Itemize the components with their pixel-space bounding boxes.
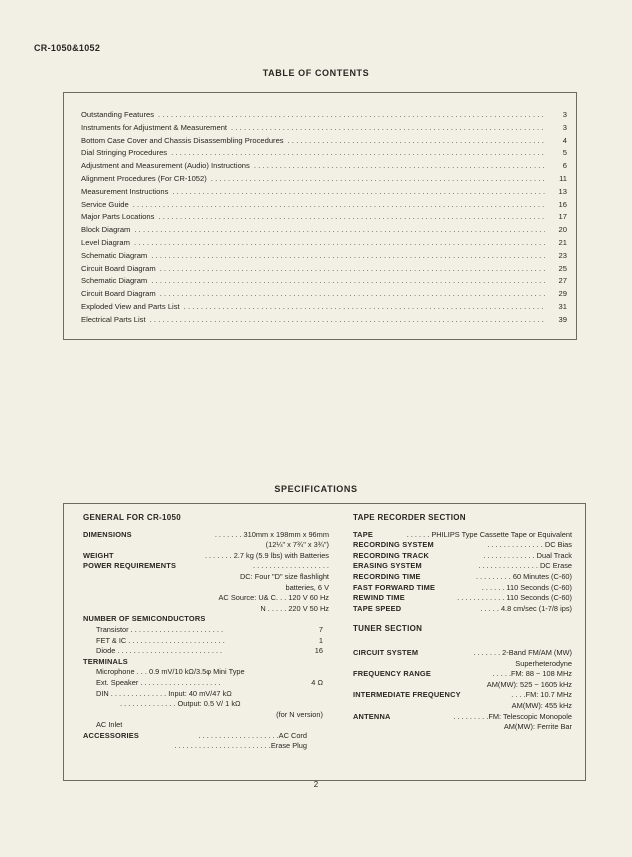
toc-entry bbox=[81, 160, 567, 173]
tape-spec-row bbox=[353, 572, 572, 583]
toc-entry-page: 31 bbox=[558, 301, 567, 311]
toc-leader-dots bbox=[288, 135, 545, 148]
toc-entry bbox=[81, 301, 567, 314]
ext-speaker-row bbox=[83, 678, 329, 689]
toc-entry-page: 21 bbox=[558, 237, 567, 247]
model-number: CR-1050&1052 bbox=[34, 43, 101, 53]
toc-entry-page: 5 bbox=[562, 148, 567, 158]
toc-leader-dots bbox=[151, 250, 545, 263]
toc-entry bbox=[81, 314, 567, 327]
toc-entry bbox=[81, 109, 567, 122]
power-ac-row bbox=[83, 593, 329, 604]
tape-tuner-specs bbox=[353, 513, 572, 733]
din-row bbox=[83, 689, 329, 700]
toc-entry-page: 25 bbox=[558, 263, 567, 273]
toc-entry bbox=[81, 122, 567, 135]
transistor-row bbox=[83, 625, 329, 636]
toc-entry-label: Schematic Diagram bbox=[81, 276, 148, 286]
toc-entry-label: Service Guide bbox=[81, 199, 129, 209]
accessories-value: . . . . . . . . . . . . . . . . . . . .AC Cord bbox=[198, 730, 307, 740]
toc-entry-label: Electrical Parts List bbox=[81, 314, 146, 324]
toc-entry bbox=[81, 135, 567, 148]
transistor-value: 7 bbox=[318, 624, 323, 634]
general-specs bbox=[83, 513, 329, 752]
toc-entry-label: Circuit Board Diagram bbox=[81, 263, 156, 273]
tape-spec-row bbox=[353, 583, 572, 594]
tape-spec-row bbox=[353, 593, 572, 604]
din-row-2 bbox=[83, 699, 329, 710]
tape-spec-value: . . . . . . . . . . . . 110 Seconds (C-60) bbox=[457, 593, 572, 603]
power-dc-row bbox=[83, 572, 329, 583]
toc-leader-dots bbox=[160, 288, 545, 301]
fet-row bbox=[83, 636, 329, 647]
dimensions-row-2 bbox=[83, 540, 329, 551]
power-dc-value: DC: Four "D" size flashlight bbox=[239, 571, 329, 581]
toc-entry bbox=[81, 224, 567, 237]
toc-entry-page: 20 bbox=[558, 225, 567, 235]
toc-entry-label: Measurement Instructions bbox=[81, 186, 169, 196]
toc-entry bbox=[81, 211, 567, 224]
microphone-value: Microphone . . . 0.9 mV/10 kΩ/3.5φ Mini Type bbox=[96, 667, 245, 677]
power-ac-row-2 bbox=[83, 604, 329, 615]
toc-entry-page: 3 bbox=[562, 122, 567, 132]
tape-spec-value: . . . . . . . . . . . . . Dual Track bbox=[483, 550, 572, 560]
if-row bbox=[353, 690, 572, 701]
tape-spec-label: TAPE bbox=[353, 529, 373, 539]
dimensions-label: DIMENSIONS bbox=[83, 529, 132, 539]
transistor-label: Transistor . . . . . . . . . . . . . . . . . . . . . . . bbox=[96, 624, 224, 634]
weight-row bbox=[83, 551, 329, 562]
frequency-range-label: FREQUENCY RANGE bbox=[353, 669, 432, 679]
tape-spec-row bbox=[353, 530, 572, 541]
tape-spec-value: . . . . . . . . . . . . . . . DC Erase bbox=[478, 561, 572, 571]
toc-entry bbox=[81, 199, 567, 212]
power-dc-value-2: batteries, 6 V bbox=[285, 582, 329, 592]
toc-entry bbox=[81, 288, 567, 301]
frequency-range-fm: . . . . .FM: 88 ~ 108 MHz bbox=[492, 669, 572, 679]
tape-spec-row bbox=[353, 561, 572, 572]
specifications-box bbox=[63, 503, 586, 781]
if-label: INTERMEDIATE FREQUENCY bbox=[353, 690, 461, 700]
fet-value: 1 bbox=[318, 635, 323, 645]
toc-leader-dots bbox=[171, 147, 545, 160]
circuit-system-value: . . . . . . . 2-Band FM/AM (MW) bbox=[473, 647, 572, 657]
page-number: 2 bbox=[313, 780, 319, 789]
toc-leader-dots bbox=[150, 314, 545, 327]
antenna-label: ANTENNA bbox=[353, 711, 391, 721]
toc-entry bbox=[81, 250, 567, 263]
toc-leader-dots bbox=[160, 263, 545, 276]
weight-value: . . . . . . . 2.7 kg (5.9 lbs) with Batteries bbox=[204, 550, 329, 560]
antenna-fm: . . . . . . . . .FM: Telescopic Monopole bbox=[453, 711, 572, 721]
tape-spec-value: . . . . . . 110 Seconds (C-60) bbox=[481, 582, 572, 592]
dimensions-value: . . . . . . . 310mm x 198mm x 96mm bbox=[214, 529, 329, 539]
toc-leader-dots bbox=[211, 173, 545, 186]
toc-entry-page: 4 bbox=[562, 135, 567, 145]
tape-spec-row bbox=[353, 551, 572, 562]
frequency-range-am: AM(MW): 525 ~ 1605 kHz bbox=[486, 679, 572, 689]
toc-entry-label: Circuit Board Diagram bbox=[81, 289, 156, 299]
tape-spec-label: REWIND TIME bbox=[353, 593, 405, 603]
toc-entry bbox=[81, 186, 567, 199]
toc-entry-page: 23 bbox=[558, 250, 567, 260]
tape-spec-label: RECORDING TRACK bbox=[353, 550, 430, 560]
toc-title: TABLE OF CONTENTS bbox=[262, 68, 370, 78]
toc-leader-dots bbox=[134, 237, 545, 250]
din-output: . . . . . . . . . . . . . . Output: 0.5 V/ 1 kΩ bbox=[120, 699, 241, 709]
toc-entry-label: Alignment Procedures (For CR-1052) bbox=[81, 173, 207, 183]
toc-leader-dots bbox=[134, 224, 545, 237]
toc-entry-page: 27 bbox=[558, 276, 567, 286]
circuit-system-value-2: Superheterodyne bbox=[515, 658, 572, 668]
toc-entry-label: Major Parts Locations bbox=[81, 212, 155, 222]
toc-list bbox=[81, 109, 567, 327]
tape-spec-row bbox=[353, 604, 572, 615]
tape-spec-value: . . . . . . . . . 60 Minutes (C-60) bbox=[475, 571, 572, 581]
antenna-row bbox=[353, 712, 572, 723]
ac-inlet-label: AC Inlet bbox=[96, 720, 123, 730]
tape-spec-label: RECORDING TIME bbox=[353, 571, 421, 581]
tape-spec-label: TAPE SPEED bbox=[353, 603, 402, 613]
specifications-title: SPECIFICATIONS bbox=[274, 484, 358, 494]
toc-entry-label: Level Diagram bbox=[81, 237, 130, 247]
tape-spec-label: FAST FORWARD TIME bbox=[353, 582, 436, 592]
toc-entry-label: Schematic Diagram bbox=[81, 250, 148, 260]
power-ac-value: AC Source: U& C. . . 120 V 60 Hz bbox=[218, 593, 329, 603]
accessories-value-2: . . . . . . . . . . . . . . . . . . . . . . . .Erase Plug bbox=[174, 741, 307, 751]
accessories-row-2 bbox=[83, 741, 329, 752]
tape-spec-value: . . . . . 4.8 cm/sec (1-7/8 ips) bbox=[480, 603, 572, 613]
din-input: DIN . . . . . . . . . . . . . . Input: 40 mV/47 kΩ bbox=[96, 688, 232, 698]
toc-entry-label: Outstanding Features bbox=[81, 110, 155, 119]
fet-label: FET & IC . . . . . . . . . . . . . . . . . . . . . . . . bbox=[96, 635, 225, 645]
semiconductors-row bbox=[83, 614, 329, 625]
toc-entry bbox=[81, 147, 567, 160]
antenna-row-2 bbox=[353, 722, 572, 733]
terminals-row bbox=[83, 657, 329, 668]
toc-entry bbox=[81, 263, 567, 276]
toc-box bbox=[63, 92, 577, 340]
toc-entry-label: Dial Stringing Procedures bbox=[81, 148, 168, 158]
tape-spec-value: . . . . . . PHILIPS Type Cassette Tape or Equivalent bbox=[406, 529, 572, 539]
toc-entry-page: 6 bbox=[562, 161, 567, 171]
accessories-row bbox=[83, 731, 329, 742]
frequency-range-row bbox=[353, 669, 572, 680]
toc-entry bbox=[81, 173, 567, 186]
circuit-system-row bbox=[353, 648, 572, 659]
power-row bbox=[83, 561, 329, 572]
toc-leader-dots bbox=[231, 122, 545, 135]
toc-entry bbox=[81, 275, 567, 288]
general-heading: GENERAL FOR CR-1050 bbox=[83, 513, 182, 522]
tuner-heading: TUNER SECTION bbox=[353, 624, 423, 634]
tape-heading: TAPE RECORDER SECTION bbox=[353, 513, 466, 522]
toc-entry-page: 16 bbox=[558, 199, 567, 209]
toc-leader-dots bbox=[133, 199, 545, 212]
terminals-label: TERMINALS bbox=[83, 656, 128, 666]
din-row-3 bbox=[83, 710, 329, 721]
circuit-system-label: CIRCUIT SYSTEM bbox=[353, 647, 419, 657]
if-row-2 bbox=[353, 701, 572, 712]
toc-entry-label: Block Diagram bbox=[81, 225, 131, 235]
tape-spec-value: . . . . . . . . . . . . . . DC Bias bbox=[487, 540, 572, 550]
diode-label: Diode . . . . . . . . . . . . . . . . . . . . . . . . . . bbox=[96, 646, 223, 656]
toc-leader-dots bbox=[158, 109, 545, 122]
dimensions-row bbox=[83, 530, 329, 541]
toc-entry-label: Instruments for Adjustment & Measurement bbox=[81, 122, 228, 132]
dimensions-inches: (12¼" x 7¾" x 3¾") bbox=[265, 540, 329, 550]
toc-leader-dots bbox=[184, 301, 545, 314]
tape-rows bbox=[353, 530, 572, 615]
power-label: POWER REQUIREMENTS bbox=[83, 561, 177, 571]
if-fm: . . . .FM: 10.7 MHz bbox=[511, 690, 572, 700]
toc-entry-label: Exploded View and Parts List bbox=[81, 301, 180, 311]
toc-entry-label: Adjustment and Measurement (Audio) Instructions bbox=[81, 161, 250, 171]
toc-leader-dots bbox=[158, 211, 545, 224]
if-am: AM(MW): 455 kHz bbox=[511, 700, 572, 710]
toc-entry-page: 3 bbox=[562, 110, 567, 119]
toc-entry bbox=[81, 237, 567, 250]
toc-entry-page: 29 bbox=[558, 289, 567, 299]
circuit-system-row-2 bbox=[353, 659, 572, 670]
tape-spec-label: ERASING SYSTEM bbox=[353, 561, 422, 571]
tape-spec-row bbox=[353, 540, 572, 551]
diode-value: 16 bbox=[314, 646, 323, 656]
din-version-note: (for N version) bbox=[276, 709, 323, 719]
toc-entry-page: 11 bbox=[559, 173, 567, 183]
toc-entry-label: Bottom Case Cover and Chassis Disassembling Procedures bbox=[81, 135, 284, 145]
power-dc-row-2 bbox=[83, 583, 329, 594]
toc-leader-dots bbox=[254, 160, 545, 173]
ext-speaker-value: 4 Ω bbox=[311, 677, 323, 687]
power-ac-value-2: N . . . . . 220 V 50 Hz bbox=[260, 603, 329, 613]
semiconductors-label: NUMBER OF SEMICONDUCTORS bbox=[83, 614, 206, 624]
frequency-range-row-2 bbox=[353, 680, 572, 691]
toc-leader-dots bbox=[172, 186, 545, 199]
diode-row bbox=[83, 646, 329, 657]
weight-label: WEIGHT bbox=[83, 550, 114, 560]
toc-entry-page: 39 bbox=[558, 314, 567, 324]
toc-entry-page: 17 bbox=[558, 212, 567, 222]
microphone-row bbox=[83, 667, 329, 678]
toc-entry-page: 13 bbox=[558, 186, 567, 196]
ext-speaker-label: Ext. Speaker . . . . . . . . . . . . . . . . . . . . bbox=[96, 677, 221, 687]
power-dots: . . . . . . . . . . . . . . . . . . . bbox=[253, 561, 329, 571]
toc-leader-dots bbox=[151, 275, 545, 288]
tape-spec-label: RECORDING SYSTEM bbox=[353, 540, 434, 550]
ac-inlet-row bbox=[83, 720, 329, 731]
accessories-label: ACCESSORIES bbox=[83, 730, 139, 740]
antenna-am: AM(MW): Ferrite Bar bbox=[503, 722, 572, 732]
